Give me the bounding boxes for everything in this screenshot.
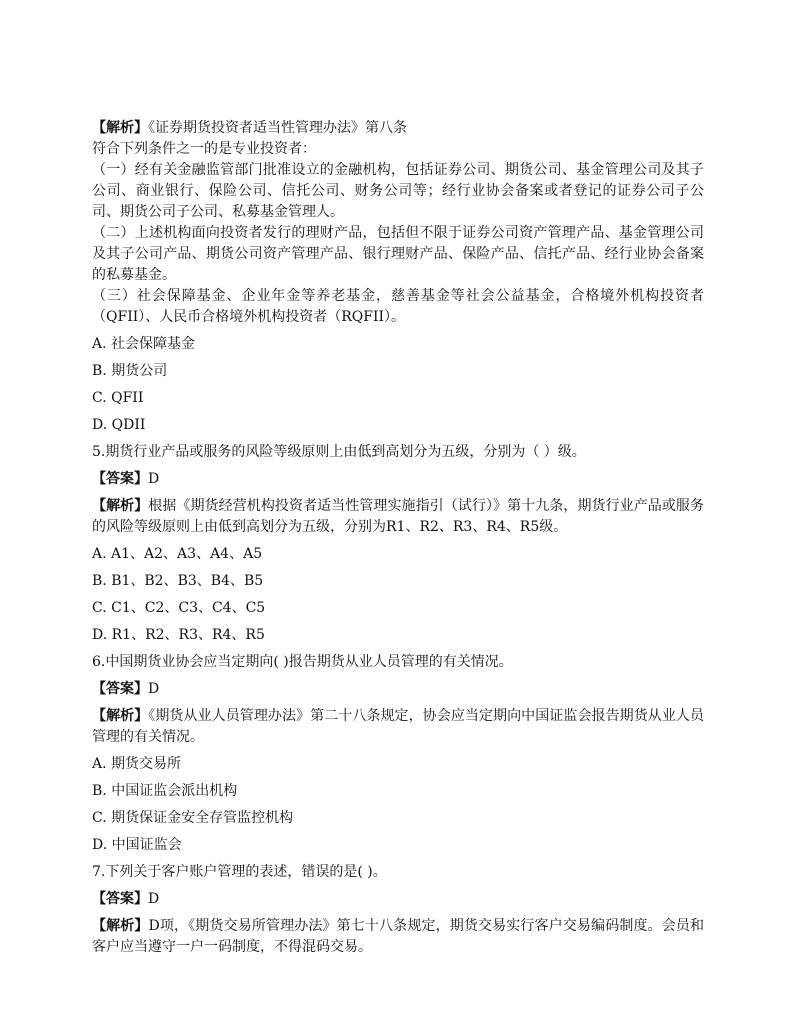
option-d: D. QDII [92,417,146,433]
document-page [92,118,704,958]
option-a: A. A1、A2、A3、A4、A5 [92,546,263,562]
intro-line: 符合下列条件之一的是专业投资者： [92,141,316,157]
analysis-text: 根据《期货经营机构投资者适当性管理实施指引（试行）》第十九条，期货行业产品或服务的风险等级原则上由低到高划分为五级，分别为R1、R2、R3、R4、R5级。 [92,498,704,535]
option-b: B. 中国证监会派出机构 [92,783,238,799]
answer-value: D [148,681,160,697]
answer-6 [92,679,704,700]
analysis-tag: 【解析】 [92,918,149,934]
intro-analysis [92,118,704,139]
question-7: 7.下列关于客户账户管理的表述，错误的是( )。 [92,864,387,880]
analysis-text: 《期货从业人员管理办法》第二十八条规定，协会应当定期向中国证监会报告期货从业人员管理的有关情况。 [92,708,704,745]
option-a: A. 期货交易所 [92,756,182,772]
analysis-tag: 【解析】 [92,120,148,136]
answer-tag: 【答案】 [92,681,148,697]
intro-line: （二）上述机构面向投资者发行的理财产品，包括但不限于证券公司资产管理产品、基金管理公司及其子公司产品、期货公司资产管理产品、银行理财产品、保险产品、信托产品、经行业协会备案的私募基金。 [92,225,704,283]
analysis-6 [92,706,704,748]
option-b: B. B1、B2、B3、B4、B5 [92,573,264,589]
intro-line: （一）经有关金融监管部门批准设立的金融机构，包括证券公司、期货公司、基金管理公司及其子公司、商业银行、保险公司、信托公司、财务公司等；经行业协会备案或者登记的证券公司子公司、期货公司子公司、私募基金管理人。 [92,162,704,220]
analysis-tag: 【解析】 [92,708,149,724]
analysis-text: 《证券期货投资者适当性管理办法》第八条 [148,120,407,136]
answer-value: D [148,471,160,487]
analysis-5 [92,496,704,538]
answer-7 [92,889,704,910]
option-d: D. R1、R2、R3、R4、R5 [92,627,265,643]
option-a: A. 社会保障基金 [92,336,196,352]
option-b: B. 期货公司 [92,363,168,379]
answer-tag: 【答案】 [92,471,148,487]
analysis-text: D项，《期货交易所管理办法》第七十八条规定，期货交易实行客户交易编码制度。会员和客户应当遵守一户一码制度，不得混码交易。 [92,918,704,955]
answer-value: D [148,891,160,907]
intro-line: （三）社会保障基金、企业年金等养老基金，慈善基金等社会公益基金，合格境外机构投资者（QFII）、人民币合格境外机构投资者（RQFII）。 [92,288,704,325]
analysis-7 [92,916,704,958]
option-c: C. 期货保证金安全存管监控机构 [92,810,294,826]
question-5: 5.期货行业产品或服务的风险等级原则上由低到高划分为五级，分别为（ ）级。 [92,444,586,460]
option-c: C. C1、C2、C3、C4、C5 [92,600,266,616]
answer-tag: 【答案】 [92,891,148,907]
answer-5 [92,469,704,490]
option-c: C. QFII [92,390,144,406]
option-d: D. 中国证监会 [92,837,182,853]
analysis-tag: 【解析】 [92,498,149,514]
question-6: 6.中国期货业协会应当定期向( )报告期货从业人员管理的有关情况。 [92,654,513,670]
